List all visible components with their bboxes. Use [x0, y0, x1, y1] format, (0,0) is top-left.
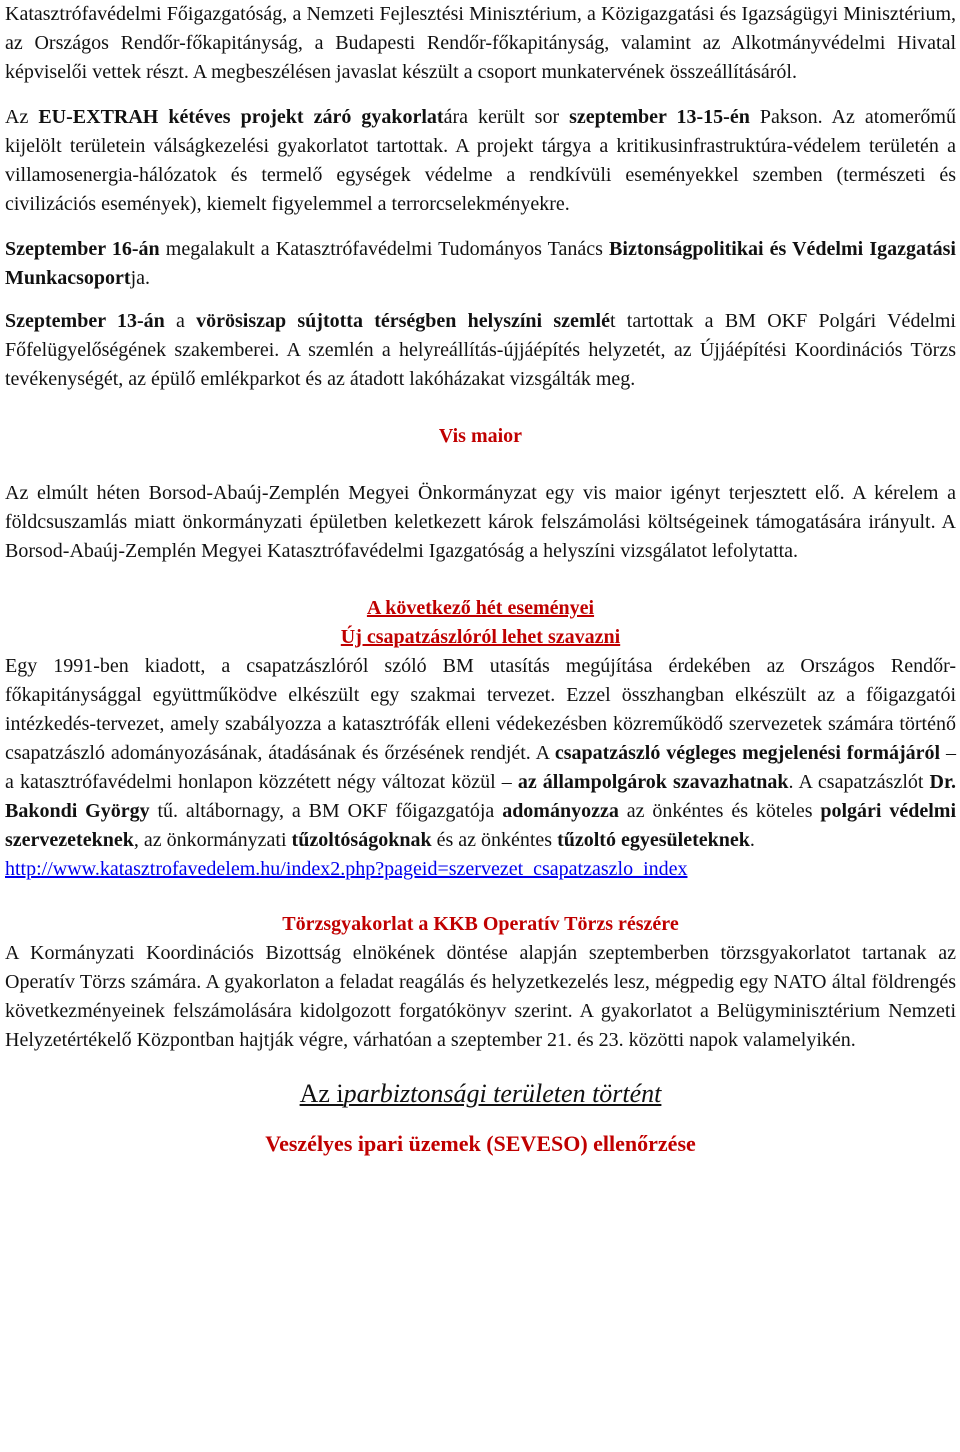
spacer — [5, 87, 956, 103]
spacer — [5, 884, 956, 910]
spacer — [5, 394, 956, 422]
paragraph-flag: Egy 1991-ben kiadott, a csapatzászlóról szóló BM utasítás megújítása érdekében az Országos Rendőr-főkapitánysággal együttműködve elkészült egy szakmai tervezet. Ezzel összhangban elkészült az a főigazgatói intézkedés-tervezet, amely szabályozza a katasztrófák elleni védekezésben közreműködő szervezetek számára történő csapatzászló adományozásának, átadásának és őrzésének rendjét. A csapatzászló végleges megjelenési formájáról – a katasztrófavédelmi honlapon közzétett négy változat közül – az állampolgárok szavazhatnak. A csapatzászlót Dr. Bakondi György tű. altábornagy, a BM OKF főigazgatója adományozza az önkéntes és köteles polgári védelmi szervezeteknek, az önkormányzati tűzoltóságoknak és az önkéntes tűzoltó egyesületeknek. http://www.katasztrofavedelem.hu/index2.php?pageid=szervezet_csapatzaszlo_index — [5, 655, 957, 880]
flag-link[interactable]: http://www.katasztrofavedelem.hu/index2.php?pageid=szervezet_csapatzaszlo_index — [5, 858, 688, 880]
heading-drill: Törzsgyakorlat a KKB Operatív Törzs részére — [282, 913, 679, 935]
paragraph-meeting: Katasztrófavédelmi Főigazgatóság, a Nemzeti Fejlesztési Minisztérium, a Közigazgatási és Igazságügyi Minisztérium, az Országos Rendőr-főkapitányság, a Budapesti Rendőr-főkapitányság, valamint az Alkotmányvédelmi Hivatal képviselői vettek részt. A megbeszélésen javaslat készült a csoport munkatervének összeállításáról. — [5, 3, 956, 83]
paragraph-vis-maior: Az elmúlt héten Borsod-Abaúj-Zemplén Megyei Önkormányzat egy vis maior igényt terjesztett elő. A kérelem a földcsuszamlás miatt önkormányzati épületben keletkezett károk felszámolási költségeinek támogatására irányult. A Borsod-Abaúj-Zemplén Megyei Katasztrófavédelmi Igazgatóság a helyszíni vizsgálatot lefolytatta. — [5, 482, 956, 562]
spacer — [5, 1111, 956, 1129]
heading-next-week: A következő hét eseményei — [366, 597, 595, 619]
spacer — [5, 451, 956, 479]
heading-seveso: Veszélyes ipari üzemek (SEVESO) ellenőrzése — [265, 1131, 696, 1156]
paragraph-red-sludge: Szeptember 13-án a vörösiszap sújtotta térségben helyszíni szemlét tartottak a BM OKF Polgári Védelmi Főfelügyelőségének szakemberei. A szemlén a helyreállítás-újjáépítés helyzetét, az Újjáépítési Koordinációs Törzs tevékenységét, az épülő emlékparkot és az átadott lakóházakat vizsgálták meg. — [5, 310, 956, 390]
paragraph-drill: A Kormányzati Koordinációs Bizottság elnökének döntése alapján szeptemberben törzsgyakorlatot tartanak az Operatív Törzs számára. A gyakorlaton a feladat reagálás és helyzetkezelés lesz, mégpedig egy NATO által földrengés következményeinek felszámolására kidolgozott forgatókönyv szerint. A gyakorlatot a Belügyminisztérium Nemzeti Helyzetértékelő Központban hajtják végre, várhatóan a szeptember 21. és 23. közötti napok valamelyikén. — [5, 942, 956, 1051]
spacer — [5, 293, 956, 307]
heading-vis-maior: Vis maior — [438, 425, 523, 447]
spacer — [5, 566, 956, 594]
title-industrial-safety: Az iparbiztonsági területen történt — [299, 1079, 662, 1108]
spacer — [5, 219, 956, 235]
spacer — [5, 1055, 956, 1063]
heading-flag-vote: Új csapatzászlóról lehet szavazni — [340, 626, 621, 648]
paragraph-extrah: Az EU-EXTRAH kétéves projekt záró gyakorlatára került sor szeptember 13-15-én Pakson. Az atomerőmű kijelölt területein válságkezelési gyakorlatot tartottak. A projekt tárgya a kritikusinfrastruktúra-védelem területén a villamosenergia-hálózatok és termelő egységek védelme a rendkívüli eseményekkel szemben (természeti és civilizációs események), kiemelt figyelemmel a terrorcselekményekre. — [5, 106, 956, 215]
paragraph-working-group: Szeptember 16-án megalakult a Katasztrófavédelmi Tudományos Tanács Biztonságpolitikai és Védelmi Igazgatási Munkacsoportja. — [5, 238, 956, 289]
